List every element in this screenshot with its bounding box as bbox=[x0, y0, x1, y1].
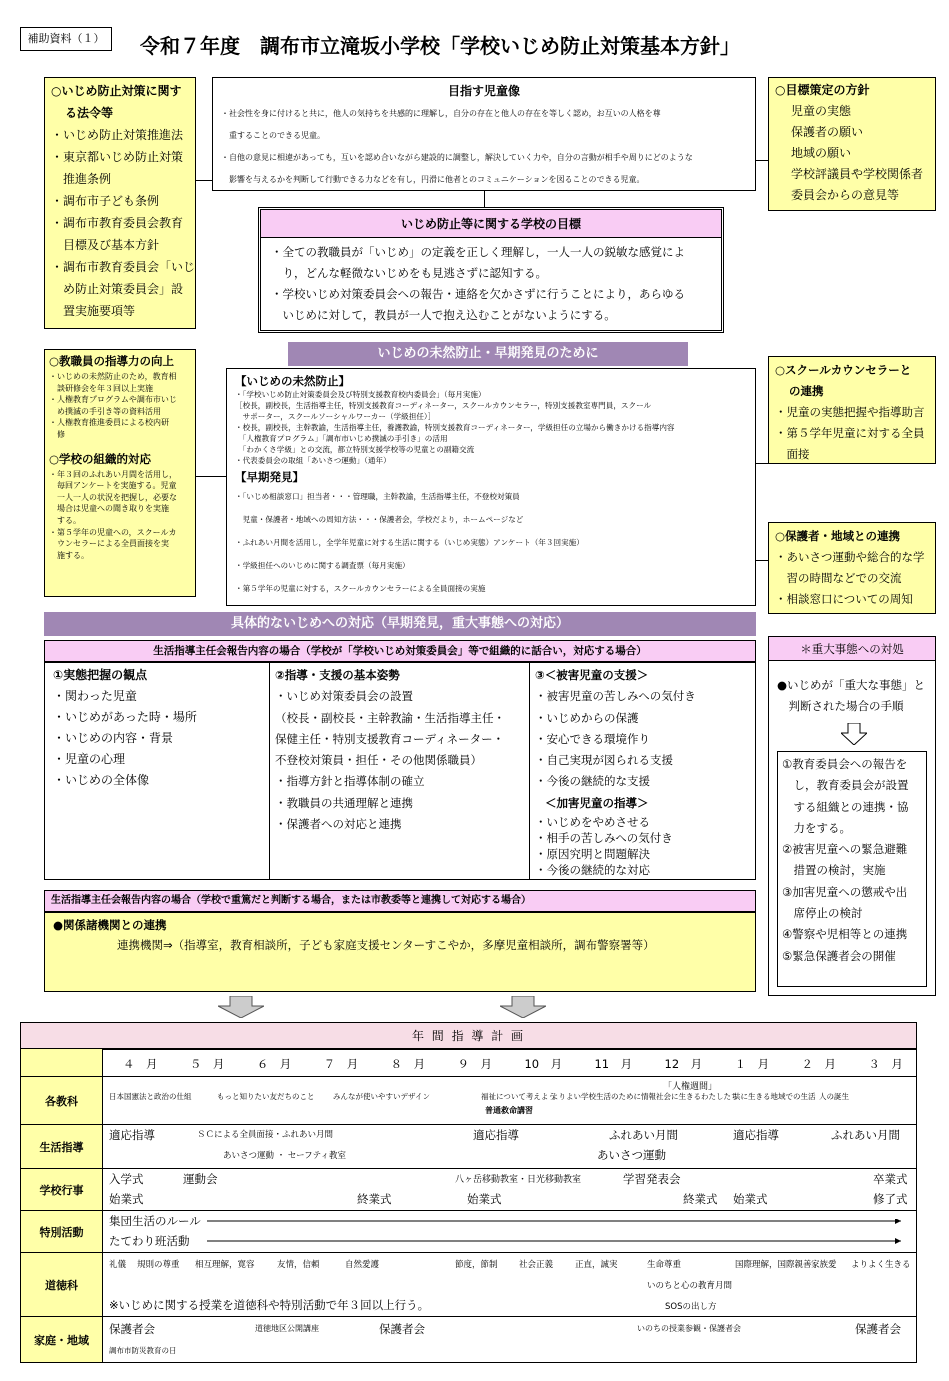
plan-text: 正直，誠実 bbox=[575, 1260, 618, 1270]
prevent-line: ・代表委員会の取組「あいさつ運動」（通年） bbox=[235, 456, 391, 465]
connector-line bbox=[484, 191, 485, 207]
plan-text: 「人権週間」 bbox=[663, 1082, 718, 1092]
col3-item: ・被害児童の苦しみへの気付き bbox=[535, 689, 696, 704]
serious-step: 席停止の検討 bbox=[782, 906, 863, 921]
col1-item: ・児童の心理 bbox=[53, 752, 126, 766]
serious-step: する組織との連携・協 bbox=[782, 799, 909, 814]
early-detect-subheading: 【早期発見】 bbox=[235, 470, 304, 484]
early-line: ・ふれあい月間を活用し，全学年児童に対する生活に関する（いじめ実態）アンケート（年３回実施） bbox=[235, 538, 584, 547]
law-item: 目標及び基本方針 bbox=[51, 238, 160, 252]
plan-text: 普通救命講習 bbox=[485, 1106, 533, 1115]
col2-item: 不登校対策員・担任・その他関係職員） bbox=[275, 753, 482, 768]
plan-text: 生命尊重 bbox=[647, 1260, 682, 1270]
prevent-line: ・「学校いじめ防止対策委員会及び特別支援教育校内委員会」（毎月実施） bbox=[235, 390, 486, 399]
teacher-item: ・人権教育推進委員による校内研 bbox=[49, 418, 169, 428]
org-heading: ○学校の組織的対応 bbox=[49, 451, 152, 466]
response-columns bbox=[44, 662, 756, 880]
law-item: 推進条例 bbox=[51, 172, 112, 186]
teacher-item: 談研修会を年３回以上実施 bbox=[49, 383, 153, 393]
col2-item: ・保護者への対応と連携 bbox=[275, 817, 402, 832]
law-item: ・いじめ防止対策推進法 bbox=[51, 128, 184, 142]
serious-step: 力をする。 bbox=[782, 820, 851, 835]
row-label-special: 特別活動 bbox=[21, 1211, 103, 1253]
col3-heading: ③＜被害児童の支援＞ bbox=[535, 668, 649, 682]
plan-text: 礼儀 bbox=[109, 1260, 127, 1270]
laws-box bbox=[44, 77, 196, 329]
special-row bbox=[103, 1211, 917, 1253]
law-item: ・調布市教育委員会教育 bbox=[51, 216, 184, 230]
col2-item: ・教職員の共通理解と連携 bbox=[275, 795, 413, 810]
community-heading: ○保護者・地域との連携 bbox=[775, 529, 901, 543]
serious-step: ④警察や児相等との連携 bbox=[782, 927, 908, 942]
serious-step: 措置の検討，実施 bbox=[782, 863, 886, 878]
goal-heading: いじめ防止等に関する学校の目標 bbox=[261, 210, 721, 238]
source-item: 委員会からの意見等 bbox=[791, 188, 900, 202]
plan-text: 調布市防災教育の日 bbox=[109, 1346, 177, 1355]
col2-item: ・指導方針と指導体制の確立 bbox=[275, 774, 425, 789]
col1-item: ・関わった児童 bbox=[53, 689, 137, 703]
serious-steps bbox=[777, 751, 927, 987]
org-item: ・年３回のふれあい月間を活用し， bbox=[49, 469, 177, 479]
month-label: ２ 月 bbox=[801, 1057, 836, 1071]
ideal-student-box bbox=[212, 77, 756, 191]
teacher-item: め撲滅の手引き等の資料活用 bbox=[49, 406, 161, 416]
org-item: する。 bbox=[49, 515, 81, 525]
connector-line bbox=[756, 160, 768, 161]
col3-item: ・自己実現が図られる支援 bbox=[535, 753, 673, 768]
col3-item: ・安心できる環境作り bbox=[535, 731, 650, 746]
sc-heading-2: の連携 bbox=[789, 384, 824, 398]
row-label-subjects: 各教科 bbox=[21, 1077, 103, 1125]
sc-item: ・児童の実態把握や指導助言 bbox=[775, 405, 925, 419]
teacher-item: 修 bbox=[49, 429, 65, 439]
sources-heading: ○目標策定の方針 bbox=[775, 83, 870, 97]
col2-item: ・いじめ対策委員会の設置 bbox=[275, 689, 413, 704]
teacher-item: ・いじめの未然防止のため，教育相 bbox=[49, 372, 177, 381]
agencies-text: 連携機関⇒（指導室，教育相談所，子ども家庭支援センターすこやか，多摩児童相談所，調布警察署等） bbox=[117, 938, 655, 952]
connector-line bbox=[756, 463, 768, 464]
col3-item2: ・原因究明と問題解決 bbox=[535, 847, 650, 862]
month-label: ６ 月 bbox=[256, 1057, 292, 1071]
row-label-moral: 道徳科 bbox=[21, 1253, 103, 1317]
ideal-line: ・自他の意見に相違があっても，互いを認め合いながら建設的に調整し，解決していく力や，自分の言動が相手や周りにどのような bbox=[221, 153, 693, 162]
col1-item: ・いじめの全体像 bbox=[53, 773, 150, 787]
down-arrow-icon bbox=[218, 996, 264, 1018]
page-title: 令和７年度 調布市立滝坂小学校「学校いじめ防止対策基本方針」 bbox=[140, 34, 740, 58]
col3-item: ・いじめからの保護 bbox=[535, 710, 639, 725]
specific-response-banner: 具体的ないじめへの対応（早期発見，重大事態への対応） bbox=[44, 612, 756, 636]
month-label: 10 月 bbox=[524, 1057, 563, 1071]
teacher-org-box bbox=[44, 349, 196, 597]
sc-item: 面接 bbox=[775, 447, 810, 461]
law-item: 置実施要項等 bbox=[51, 304, 136, 318]
ideal-line: 重することのできる児童。 bbox=[221, 131, 325, 140]
plan-text: 福祉について考えよう bbox=[481, 1092, 556, 1101]
plan-text: SOSの出し方 bbox=[665, 1302, 717, 1312]
col1-item: ・いじめの内容・背景 bbox=[53, 731, 174, 745]
report1-heading: 生活指導主任会報告内容の場合（学校が「学校いじめ対策委員会」等で組織的に話合い，対応する場合） bbox=[44, 640, 756, 662]
connector-line bbox=[756, 560, 768, 561]
serious-step: ②被害児童への緊急避難 bbox=[782, 842, 908, 857]
serious-incident-box bbox=[768, 636, 936, 996]
laws-heading-2: る法令等 bbox=[65, 106, 114, 120]
plan-text: 学習発表会 bbox=[623, 1172, 681, 1186]
month-label: ５ 月 bbox=[189, 1057, 225, 1071]
ideal-line: ・社会性を身に付けると共に，他人の気持ちを共感的に理解し，自分の存在と他人の存在を等しく認め，お互いの人格を尊 bbox=[221, 109, 661, 118]
moral-row bbox=[103, 1253, 917, 1317]
plan-text: 始業式 bbox=[109, 1192, 144, 1206]
plan-text: 適応指導 bbox=[733, 1128, 779, 1142]
connector-line bbox=[196, 180, 212, 181]
serious-step: ①教育委員会への報告を bbox=[782, 757, 908, 771]
connector-line bbox=[196, 476, 226, 477]
column-guidance bbox=[275, 665, 505, 835]
prevent-line: ・校長，副校長，主幹教諭，生活指導主任，養護教諭，特別支援教育コーディネーター，学級担任の立場から働きかける指導内容 bbox=[235, 423, 675, 432]
plan-text: 保護者会 bbox=[855, 1322, 901, 1336]
month-label: ９ 月 bbox=[457, 1057, 493, 1071]
column-fact-finding bbox=[53, 665, 197, 791]
prevention-banner: いじめの未然防止・早期発見のために bbox=[288, 342, 688, 366]
community-item: 習の時間などでの交流 bbox=[775, 571, 902, 585]
plan-text: 卒業式 bbox=[873, 1172, 908, 1186]
col3-item2: ・いじめをやめさせる bbox=[535, 815, 650, 830]
col3-item2: ・相手の苦しみへの気付き bbox=[535, 831, 673, 846]
serious-step: し，教育委員会が設置 bbox=[782, 778, 909, 793]
goal-line: り，どんな軽微ないじめをも見逃さずに認知する。 bbox=[271, 266, 547, 280]
plan-text: 運動会 bbox=[183, 1172, 218, 1186]
supplement-tag: 補助資料（１） bbox=[20, 27, 112, 51]
source-item: 学校評議員や学校関係者 bbox=[791, 167, 924, 181]
plan-text: 保護者会 bbox=[109, 1322, 155, 1336]
col2-item: （校長・副校長・主幹教諭・生活指導主任・ bbox=[275, 710, 505, 725]
plan-text: いのちの授業参観・保護者会 bbox=[637, 1324, 741, 1333]
plan-text: 共に生きる地域での生活 bbox=[733, 1092, 816, 1101]
plan-text: 適応指導 bbox=[473, 1128, 519, 1142]
down-arrow-icon bbox=[841, 723, 867, 745]
row-label-events: 学校行事 bbox=[21, 1169, 103, 1211]
plan-text: ふれあい月間 bbox=[609, 1128, 678, 1142]
plan-text: 終業式 bbox=[683, 1192, 718, 1206]
plan-text: ふれあい月間 bbox=[831, 1128, 900, 1142]
plan-text: 節度，節制 bbox=[455, 1260, 498, 1270]
month-label: ４ 月 bbox=[123, 1057, 158, 1071]
arrow-line-icon bbox=[207, 1219, 907, 1249]
law-item: ・調布市子ども条例 bbox=[51, 194, 160, 208]
school-goal-box bbox=[258, 207, 724, 333]
plan-text: 適応指導 bbox=[109, 1128, 155, 1142]
month-header-row bbox=[103, 1049, 917, 1077]
down-arrow-icon bbox=[500, 996, 546, 1018]
plan-text: 終業式 bbox=[357, 1192, 392, 1206]
plan-text: あいさつ運動 bbox=[597, 1148, 666, 1162]
plan-text: いのちと心の教育月間 bbox=[647, 1281, 733, 1291]
community-item: ・相談窓口についての周知 bbox=[775, 592, 913, 606]
org-item: ・第５学年の児童への，スクールカ bbox=[49, 527, 177, 537]
prevent-line: 「人権教育プログラム」「調布市いじめ撲滅の手引き」の活用 bbox=[235, 434, 448, 443]
plan-text: 情報社会に生きるわたしたち bbox=[641, 1092, 739, 1101]
early-line: ・「いじめ相談窓口」担当者・・・管理職，主幹教諭，生活指導主任，不登校対策員 bbox=[235, 492, 520, 501]
prevent-line: 「わかくさ学級」との交流，都立特別支援学校等の児童との副籍交流 bbox=[235, 445, 475, 454]
plan-text: 日本国憲法と政治の仕組 bbox=[109, 1092, 192, 1101]
laws-heading-1: ○いじめ防止対策に関す bbox=[51, 84, 182, 98]
col2-heading: ②指導・支援の基本姿勢 bbox=[275, 668, 400, 682]
plan-text: 保護者会 bbox=[379, 1322, 425, 1336]
community-item: ・あいさつ運動や総合的な学 bbox=[775, 550, 925, 564]
plan-text: 規則の尊重 bbox=[137, 1260, 180, 1270]
goal-line: いじめに対して，教員が一人で抱え込むことがないようにする。 bbox=[271, 308, 616, 322]
guidance-row bbox=[103, 1125, 917, 1169]
law-item: め防止対策委員会」設 bbox=[51, 282, 184, 296]
month-label: 12 月 bbox=[664, 1057, 703, 1071]
column-victim-support bbox=[535, 665, 696, 878]
org-item: 毎回アンケートを実施する。児童 bbox=[49, 481, 177, 491]
col3-item: ・今後の継続的な支援 bbox=[535, 774, 650, 789]
law-item: ・東京都いじめ防止対策 bbox=[51, 150, 184, 164]
prevention-content-box bbox=[226, 368, 756, 606]
ideal-line: 影響を与えるかを判断して行動できる力などを有し，円滑に他者とのコミュニケーションを図ることのできる児童。 bbox=[221, 175, 645, 184]
laws-list bbox=[51, 124, 196, 322]
plan-text: よりよく生きる bbox=[851, 1260, 911, 1270]
month-label: ３ 月 bbox=[868, 1057, 903, 1071]
source-item: 児童の実態 bbox=[791, 104, 852, 118]
plan-text: 友情，信頼 bbox=[277, 1260, 320, 1270]
plan-text: たてわり班活動 bbox=[109, 1234, 190, 1248]
early-line: ・学級担任へのいじめに関する調査票（毎月実施） bbox=[235, 561, 410, 570]
plan-text: 自然愛護 bbox=[345, 1260, 380, 1270]
month-label: ８ 月 bbox=[390, 1057, 426, 1071]
report2-heading: 生活指導主任会報告内容の場合（学校で重篤だと判断する場合，または市教委等と連携して対応する場合） bbox=[44, 890, 756, 912]
plan-text: 社会正義 bbox=[519, 1260, 554, 1270]
serious-heading: ＊重大事態への対処 bbox=[769, 637, 935, 661]
row-label-community: 家庭・地域 bbox=[21, 1317, 103, 1363]
subjects-row bbox=[103, 1077, 917, 1125]
month-label: １ 月 bbox=[734, 1057, 770, 1071]
plan-text: 始業式 bbox=[733, 1192, 768, 1206]
serious-intro: 判断された場合の手順 bbox=[777, 699, 904, 713]
plan-text: 修了式 bbox=[873, 1192, 908, 1206]
plan-text: ＳＣによる全員面接・ふれあい月間 bbox=[197, 1130, 334, 1140]
col3-heading2: ＜加害児童の指導＞ bbox=[545, 795, 649, 810]
plan-text: ※いじめに関する授業を道徳科や特別活動で年３回以上行う。 bbox=[109, 1298, 430, 1312]
community-row bbox=[103, 1317, 917, 1363]
org-item: ウンセラーによる全員面接を実 bbox=[49, 539, 169, 549]
annual-plan-table bbox=[20, 1048, 917, 1363]
col2-item: 保健主任・特別支援教育コーディネーター・ bbox=[275, 731, 505, 746]
col3-item2: ・今後の継続的な対応 bbox=[535, 863, 650, 878]
prevent-line: サポーター，スクールソーシャルワーカー（学級担任）］ bbox=[235, 412, 436, 421]
month-label: ７ 月 bbox=[323, 1057, 359, 1071]
plan-text: 集団生活のルール bbox=[109, 1214, 201, 1228]
org-item: 施する。 bbox=[49, 550, 89, 560]
plan-corner bbox=[21, 1049, 103, 1077]
plan-text: 家族愛 bbox=[811, 1260, 837, 1270]
serious-step: ③加害児童への懲戒や出 bbox=[782, 884, 908, 899]
serious-intro: ●いじめが「重大な事態」と bbox=[777, 678, 926, 692]
agencies-heading: ●関係諸機関との連携 bbox=[53, 918, 167, 932]
col1-heading: ①実態把握の観点 bbox=[53, 668, 148, 682]
plan-text: 相互理解，寛容 bbox=[195, 1260, 255, 1270]
events-row bbox=[103, 1169, 917, 1211]
sc-item: ・第５学年児童に対する全員 bbox=[775, 426, 925, 440]
source-item: 保護者の願い bbox=[791, 125, 864, 139]
plan-text: よりよい学校生活のために bbox=[551, 1092, 641, 1101]
plan-text: あいさつ運動 ・ セーフティ教室 bbox=[223, 1151, 346, 1161]
teacher-heading: ○教職員の指導力の向上 bbox=[49, 354, 175, 368]
month-label: 11 月 bbox=[594, 1057, 633, 1071]
prevent-line: ［校長，副校長，生活指導主任，特別支援教育コーディネーター，スクールカウンセラー，特別支援教室専門員，スクール bbox=[235, 401, 652, 410]
prevent-subheading: 【いじめの未然防止】 bbox=[235, 374, 350, 388]
plan-text: 道徳地区公開講座 bbox=[255, 1324, 319, 1333]
plan-text: 入学式 bbox=[109, 1172, 144, 1186]
plan-text: 八ヶ岳移動教室・日光移動教室 bbox=[455, 1175, 582, 1185]
goal-line: ・学校いじめ対策委員会への報告・連絡を欠かさずに行うことにより，あらゆる bbox=[271, 287, 685, 301]
counselor-box bbox=[768, 356, 936, 464]
community-box bbox=[768, 522, 936, 614]
agencies-box bbox=[44, 912, 756, 992]
law-item: ・調布市教育委員会「いじ bbox=[51, 260, 196, 274]
col1-item: ・いじめがあった時・場所 bbox=[53, 710, 197, 724]
early-line: ・第５学年の児童に対する，スクールカウンセラーによる全員面接の実施 bbox=[235, 584, 486, 593]
teacher-item: ・人権教育プログラムや調布市いじ bbox=[49, 395, 177, 405]
plan-text: 人の誕生 bbox=[819, 1092, 849, 1101]
plan-text: みんなが使いやすいデザイン bbox=[333, 1092, 430, 1101]
goal-line: ・全ての教職員が「いじめ」の定義を正しく理解し，一人一人の鋭敏な感覚によ bbox=[271, 245, 685, 259]
early-line: 児童・保護者・地域への周知方法・・・保護者会，学校だより，ホームページなど bbox=[235, 515, 524, 524]
plan-text: もっと知りたい友だちのこと bbox=[217, 1092, 315, 1101]
policy-source-box bbox=[768, 77, 936, 211]
plan-text: 国際理解，国際親善 bbox=[735, 1260, 812, 1270]
ideal-heading: 目指す児童像 bbox=[447, 84, 520, 98]
sc-heading: ○スクールカウンセラーと bbox=[775, 363, 912, 377]
source-item: 地域の願い bbox=[791, 146, 852, 160]
serious-step: ⑤緊急保護者会の開催 bbox=[782, 948, 896, 963]
org-item: 場合は児童への聞き取りを実施 bbox=[49, 504, 169, 514]
org-item: 一人一人の状況を把握し，必要な bbox=[49, 492, 177, 502]
annual-plan-heading: 年 間 指 導 計 画 bbox=[20, 1022, 917, 1050]
row-label-guidance: 生活指導 bbox=[21, 1125, 103, 1169]
plan-text: 始業式 bbox=[467, 1192, 502, 1206]
